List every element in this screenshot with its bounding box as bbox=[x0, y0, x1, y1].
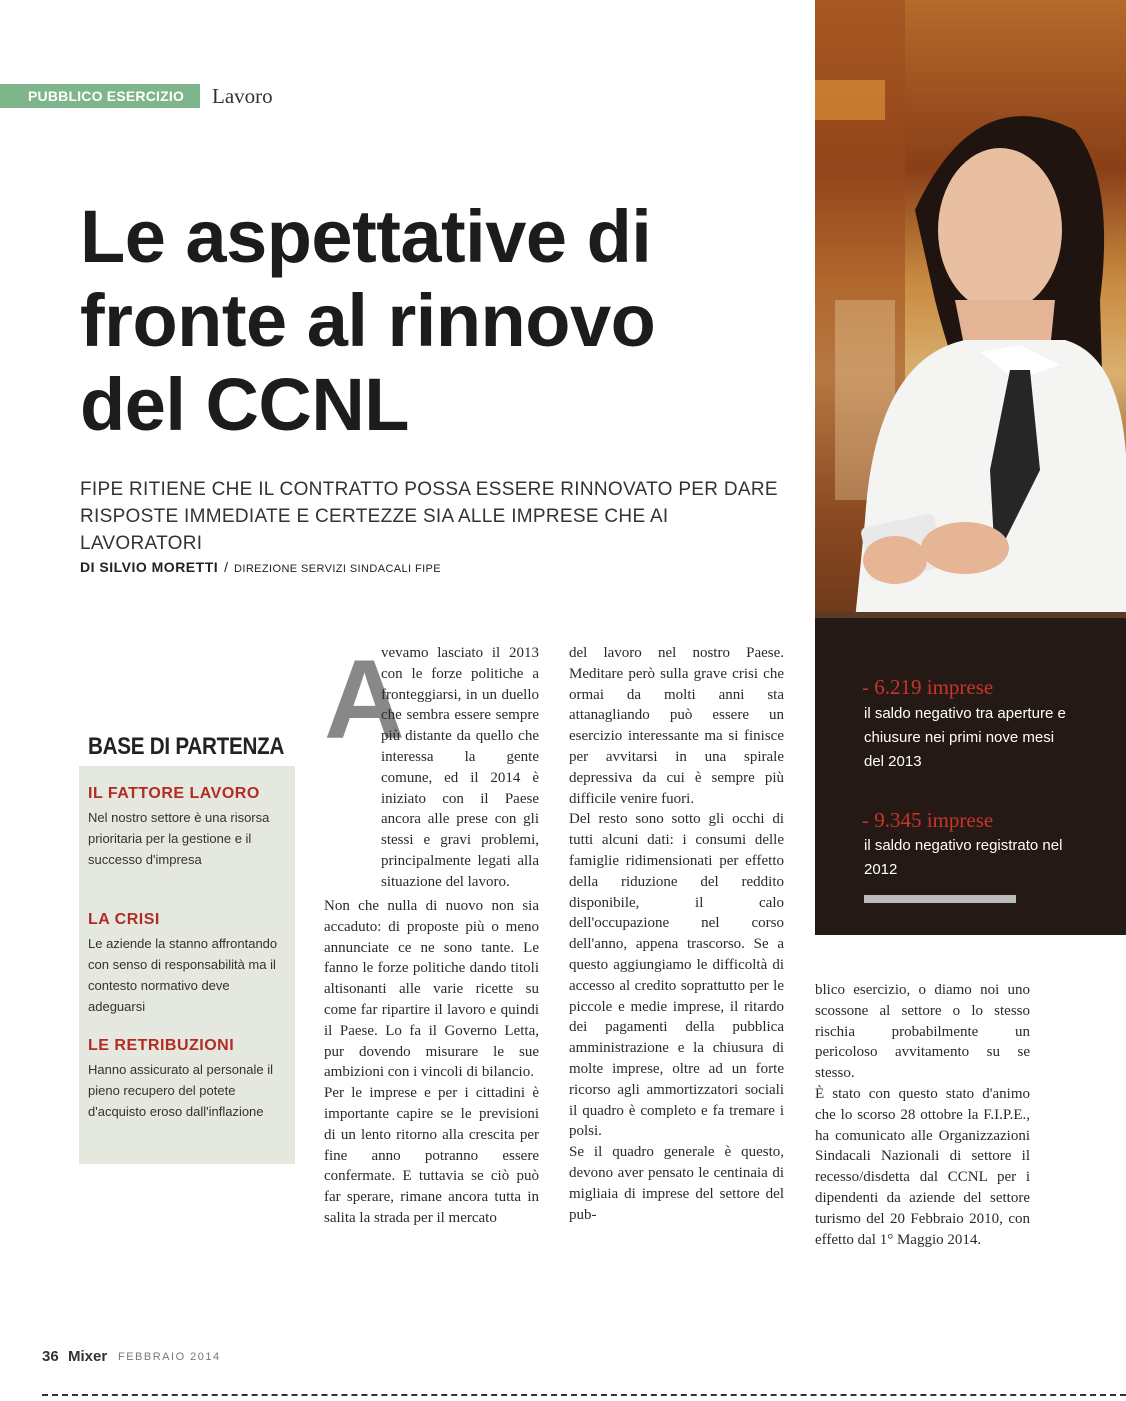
paragraph: Se il quadro generale è questo, devono aver pensato le centinaia di migliaia di imprese del settore del pub- bbox=[569, 1144, 784, 1223]
body-column-1 bbox=[324, 896, 539, 1229]
magazine-name: Mixer bbox=[68, 1348, 108, 1365]
paragraph: Non che nulla di nuovo non sia accaduto: di proposte più o meno annunciate ce ne sono tante. Le fanno le forze politiche dando titoli altisonanti alle varie ricette su come far ripartire il lavoro e quindi il Paese. Lo fa il Governo Letta, pur dovendo misurare le sue ambizioni con i vincoli di bilancio. bbox=[324, 898, 539, 1081]
byline-separator: / bbox=[224, 559, 229, 575]
paragraph: Del resto sono sotto gli occhi di tutti alcuni dati: i consumi delle famiglie ridimensionati per effetto della riduzione del reddito disponibile, il calo dell'occupazione nel corso dell'anno, appena trascorso. Se a questo aggiungiamo le difficoltà di accesso al credito soprattutto per le piccole e medie imprese, il ritardo dei pagamenti della pubblica amministrazione e la chiusura di molte imprese, oltre ad un forte ricorso agli ammortizzatori sociali il quadro è completo e fa tremare i polsi. bbox=[569, 811, 784, 1140]
waitress-photo bbox=[815, 0, 1126, 935]
body-column-3 bbox=[815, 980, 1030, 1250]
stat-text: il saldo negativo registrato nel 2012 bbox=[864, 837, 1063, 878]
section-tag: PUBBLICO ESERCIZIO bbox=[0, 84, 200, 108]
byline bbox=[80, 559, 441, 575]
body-column-2 bbox=[569, 643, 784, 1225]
article-subtitle: FIPE RITIENE CHE IL CONTRATTO POSSA ESSERE RINNOVATO PER DARE RISPOSTE IMMEDIATE E CERTEZZE SIA ALLE IMPRESE CHE AI LAVORATORI bbox=[80, 479, 778, 554]
issue-date: FEBBRAIO 2014 bbox=[118, 1351, 221, 1363]
paragraph: È stato con questo stato d'animo che lo scorso 28 ottobre la F.I.P.E., ha comunicato alle Organizzazioni Sindacali Nazionali di settore il recesso/disdetta dal CCNL per i dipendenti da aziende del settore turismo del 20 Febbraio 2010, con effetto dal 1° Maggio 2014. bbox=[815, 1085, 1030, 1248]
sidebar-item-title: LE RETRIBUZIONI bbox=[88, 1037, 235, 1054]
sidebar-item-title: LA CRISI bbox=[88, 911, 160, 928]
footer-dashed-rule bbox=[42, 1394, 1126, 1396]
stat-number: - 9.345 imprese bbox=[862, 808, 994, 832]
body-text-intro bbox=[381, 643, 539, 893]
sidebar-item-title: IL FATTORE LAVORO bbox=[88, 785, 260, 802]
sidebar-item-text: Le aziende la stanno affrontando con senso di responsabilità ma il contesto normativo deve adeguarsi bbox=[88, 936, 278, 1014]
paragraph: vevamo lasciato il 2013 con le forze politiche a fronteggiarsi, in un duello che sembra essere sempre più distante da quello che interessa la gente comune, ed il 2014 è iniziato con il Paese ancora alle prese con gli stessi e gravi problemi, principalmente legati alla situazione del lavoro. bbox=[381, 645, 539, 890]
paragraph: del lavoro nel nostro Paese. Meditare però sulla grave crisi che ormai da molti anni sta attanagliando può essere un esercizio interessante ma si finisce per avvitarsi in una spirale depressiva da cui è sempre più difficile venire fuori. bbox=[569, 645, 784, 807]
drop-cap: A bbox=[324, 637, 405, 762]
stat-text: il saldo negativo tra aperture e chiusure nei primi nove mesi del 2013 bbox=[864, 705, 1066, 770]
page-number: 36 bbox=[42, 1348, 59, 1365]
paragraph: Per le imprese e per i cittadini è importante capire se le previsioni di un lento ritorno alla crescita per fine anno potranno essere confermate. E tuttavia se ciò può far sperare, rimane ancora tutta in salita la strada per il mercato bbox=[324, 1085, 539, 1226]
paragraph: blico esercizio, o diamo noi uno scossone al settore o lo stesso rischia probabilmente un pericoloso avvitamento su se stesso. bbox=[815, 982, 1030, 1082]
article-title: Le aspettative di fronte al rinnovo del CCNL bbox=[80, 195, 656, 446]
author-name: DI SILVIO MORETTI bbox=[80, 559, 219, 575]
author-role: DIREZIONE SERVIZI SINDACALI FIPE bbox=[234, 563, 442, 575]
sidebar-item-text: Hanno assicurato al personale il pieno recupero del potete d'acquisto eroso dall'inflazione bbox=[88, 1062, 273, 1119]
stat-divider-bar bbox=[864, 895, 1016, 903]
stat-number: - 6.219 imprese bbox=[862, 675, 994, 699]
section-name: Lavoro bbox=[212, 84, 273, 108]
sidebar-heading: BASE DI PARTENZA bbox=[88, 733, 285, 760]
sidebar-item-text: Nel nostro settore è una risorsa prioritaria per la gestione e il successo d'impresa bbox=[88, 810, 270, 867]
